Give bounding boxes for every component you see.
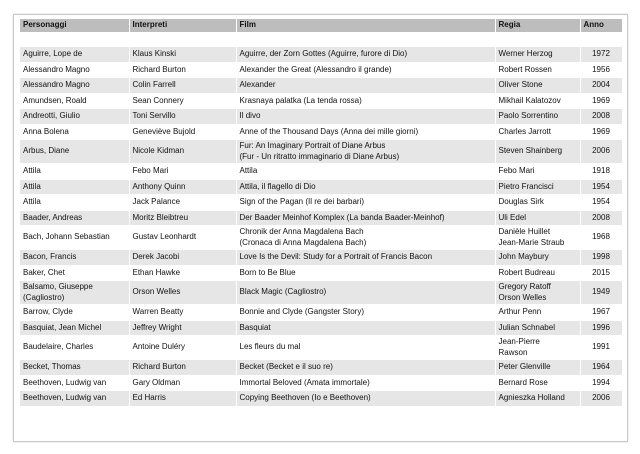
cell-personaggio-line: Becket, Thomas [23, 362, 81, 371]
cell-regia [495, 265, 580, 281]
cell-anno: 2004 [580, 78, 622, 94]
cell-film-line: Der Baader Meinhof Komplex (La banda Baader-Meinhof) [239, 212, 445, 222]
cell-personaggio-line: Alessandro Magno [23, 80, 90, 89]
table-row [20, 179, 622, 195]
cell-regia [495, 124, 580, 140]
cell-interprete-line: Richard Burton [132, 362, 186, 371]
cell-personaggio [20, 140, 129, 164]
cell-film-line: Les fleurs du mal [239, 342, 301, 352]
cell-regia [495, 109, 580, 125]
cell-regia-line: Febo Mari [498, 166, 535, 175]
cell-film-line: Black Magic (Cagliostro) [239, 287, 327, 297]
cell-interprete-line: Jack Palance [132, 197, 181, 206]
cell-personaggio-line: Basquiat, Jean Michel [23, 322, 102, 332]
cell-film-line: Love Is the Devil: Study for a Portrait of Francis Bacon [239, 252, 433, 261]
cell-regia [495, 93, 580, 109]
cell-interprete-line: Moritz Bleibtreu [132, 212, 189, 222]
cell-anno: 2006 [580, 391, 622, 407]
table-row [20, 336, 622, 360]
cell-film-line: Alexander the Great (Alessandro il grande) [239, 64, 392, 74]
cell-film [236, 336, 495, 360]
cell-anno: 2008 [580, 109, 622, 125]
cell-regia [495, 210, 580, 226]
cell-regia [495, 164, 580, 180]
cell-interprete [129, 109, 236, 125]
cell-film [236, 226, 495, 250]
cell-regia-line: Robert Budreau [498, 267, 555, 277]
cell-film-line: Becket (Becket e il suo re) [239, 362, 333, 371]
cell-film-line: (Cronaca di Anna Magdalena Bach) [239, 237, 367, 247]
cell-interprete [129, 62, 236, 78]
cell-film [236, 360, 495, 376]
cell-regia [495, 226, 580, 250]
cell-personaggio [20, 179, 129, 195]
cell-interprete-line: Sean Connery [132, 95, 184, 105]
cell-interprete [129, 226, 236, 250]
cell-personaggio-line: Barrow, Clyde [23, 307, 73, 316]
cell-film [236, 62, 495, 78]
cell-anno: 1969 [580, 124, 622, 140]
cell-personaggio [20, 62, 129, 78]
cell-personaggio [20, 391, 129, 407]
cell-personaggio [20, 336, 129, 360]
cell-film [236, 140, 495, 164]
cell-regia-line: Steven Shainberg [498, 146, 563, 156]
cell-interprete-line: Jeffrey Wright [132, 322, 182, 332]
cell-interprete [129, 179, 236, 195]
cell-film-line: Copying Beethoven (Io e Beethoven) [239, 393, 371, 402]
cell-interprete [129, 195, 236, 211]
cell-regia-line: Agnieszka Holland [498, 393, 565, 402]
cell-anno: 1972 [580, 47, 622, 63]
cell-interprete-line: Febo Mari [132, 166, 169, 175]
cell-interprete-line: Anthony Quinn [132, 181, 186, 191]
table-row [20, 265, 622, 281]
cell-anno: 1954 [580, 179, 622, 195]
cell-regia-line: Douglas Sirk [498, 197, 544, 206]
cell-film-line: Basquiat [239, 322, 271, 332]
cell-personaggio-line: Attila [23, 166, 41, 175]
cell-personaggio [20, 265, 129, 281]
cell-interprete [129, 391, 236, 407]
cell-film-line: Sign of the Pagan (Il re dei barbari) [239, 197, 365, 206]
header-anno: Anno [580, 19, 622, 33]
cell-interprete-line: Warren Beatty [132, 307, 184, 316]
cell-regia [495, 336, 580, 360]
cell-regia [495, 391, 580, 407]
films-table [20, 19, 623, 407]
cell-interprete-line: Ethan Hawke [132, 267, 181, 277]
cell-regia [495, 320, 580, 336]
cell-regia-line: Oliver Stone [498, 80, 543, 89]
cell-personaggio-line: Andreotti, Giulio [23, 111, 80, 120]
cell-film [236, 78, 495, 94]
cell-interprete [129, 375, 236, 391]
cell-regia-line: Peter Glenville [498, 362, 551, 371]
cell-personaggio-line: Anna Bolena [23, 126, 69, 136]
cell-personaggio-line: Balsamo, Giuseppe [23, 282, 93, 291]
table-body [20, 33, 622, 407]
cell-anno: 1949 [580, 281, 622, 305]
cell-film [236, 109, 495, 125]
cell-film-line: (Fur - Un ritratto immaginario di Diane Arbus) [239, 151, 400, 161]
cell-film-line: Immortal Beloved (Amata immortale) [239, 377, 370, 387]
cell-personaggio [20, 195, 129, 211]
cell-personaggio [20, 93, 129, 109]
cell-regia [495, 62, 580, 78]
cell-personaggio [20, 305, 129, 321]
cell-film-line: Alexander [239, 80, 276, 89]
cell-personaggio [20, 210, 129, 226]
table-row [20, 360, 622, 376]
cell-personaggio-line: Amundsen, Roald [23, 95, 87, 105]
cell-film [236, 320, 495, 336]
cell-personaggio [20, 164, 129, 180]
cell-film [236, 164, 495, 180]
cell-interprete-line: Antoine Duléry [132, 342, 185, 352]
cell-interprete-line: Klaus Kinski [132, 49, 177, 58]
cell-personaggio [20, 375, 129, 391]
table-row [20, 124, 622, 140]
cell-regia-line: John Maybury [498, 252, 549, 261]
cell-anno: 1991 [580, 336, 622, 360]
table-row [20, 140, 622, 164]
cell-anno: 1996 [580, 320, 622, 336]
cell-interprete-line: Richard Burton [132, 64, 186, 74]
cell-regia-line: Mikhail Kalatozov [498, 95, 561, 105]
cell-film [236, 47, 495, 63]
cell-personaggio-line: Baker, Chet [23, 267, 65, 277]
cell-film-line: Attila [239, 166, 258, 175]
cell-film-line: Bonnie and Clyde (Gangster Story) [239, 307, 365, 316]
cell-interprete [129, 265, 236, 281]
cell-regia-line: Jean-Marie Straub [498, 237, 565, 247]
cell-interprete-line: Colin Farrell [132, 80, 176, 89]
cell-interprete-line: Toni Servillo [132, 111, 176, 120]
cell-interprete [129, 320, 236, 336]
cell-personaggio [20, 124, 129, 140]
cell-regia-line: Uli Edel [498, 212, 527, 222]
cell-interprete [129, 78, 236, 94]
cell-anno: 1956 [580, 62, 622, 78]
cell-interprete [129, 360, 236, 376]
cell-film [236, 93, 495, 109]
cell-personaggio [20, 47, 129, 63]
table-row [20, 375, 622, 391]
cell-interprete-line: Derek Jacobi [132, 252, 180, 261]
cell-personaggio-line: Beethoven, Ludwig van [23, 377, 107, 387]
cell-anno: 1968 [580, 226, 622, 250]
cell-anno: 1964 [580, 360, 622, 376]
cell-film-line: Aguirre, der Zorn Gottes (Aguirre, furore di Dio) [239, 49, 408, 58]
cell-personaggio [20, 109, 129, 125]
cell-film-line: Born to Be Blue [239, 267, 296, 277]
cell-regia-line: Werner Herzog [498, 49, 553, 58]
cell-film [236, 195, 495, 211]
cell-film-line: Fur: An Imaginary Portrait of Diane Arbus [239, 141, 386, 150]
cell-anno: 2006 [580, 140, 622, 164]
cell-regia-line: Charles Jarrott [498, 126, 551, 136]
cell-interprete [129, 336, 236, 360]
cell-personaggio-line: Baader, Andreas [23, 212, 83, 222]
cell-interprete [129, 305, 236, 321]
cell-regia-line: Julian Schnabel [498, 322, 555, 332]
document-page [13, 14, 628, 442]
cell-personaggio-line: Arbus, Diane [23, 146, 70, 156]
cell-anno: 2008 [580, 210, 622, 226]
cell-personaggio-line: Beethoven, Ludwig van [23, 393, 107, 402]
table-row [20, 78, 622, 94]
cell-anno: 1918 [580, 164, 622, 180]
table-row [20, 210, 622, 226]
cell-interprete [129, 210, 236, 226]
cell-personaggio [20, 281, 129, 305]
table-row [20, 250, 622, 266]
cell-personaggio-line: (Cagliostro) [23, 292, 65, 302]
cell-film [236, 391, 495, 407]
cell-interprete-line: Gustav Leonhardt [132, 232, 197, 242]
cell-anno: 2015 [580, 265, 622, 281]
cell-regia-line: Danièle Huillet [498, 227, 551, 236]
header-interpreti: Interpreti [129, 19, 236, 33]
cell-film [236, 281, 495, 305]
cell-regia [495, 305, 580, 321]
cell-regia [495, 195, 580, 211]
cell-regia-line: Gregory Ratoff [498, 282, 551, 291]
cell-personaggio-line: Alessandro Magno [23, 64, 90, 74]
cell-regia [495, 47, 580, 63]
cell-personaggio-line: Aguirre, Lope de [23, 49, 83, 58]
cell-interprete [129, 124, 236, 140]
cell-interprete [129, 47, 236, 63]
table-row [20, 281, 622, 305]
cell-film [236, 305, 495, 321]
cell-regia [495, 375, 580, 391]
spacer-row [20, 33, 622, 47]
table-row [20, 62, 622, 78]
cell-personaggio-line: Baudelaire, Charles [23, 342, 94, 352]
cell-regia-line: Jean-Pierre [498, 337, 540, 346]
cell-film-line: Krasnaya palatka (La tenda rossa) [239, 95, 362, 105]
cell-regia [495, 179, 580, 195]
cell-personaggio [20, 360, 129, 376]
cell-personaggio-line: Attila [23, 197, 41, 206]
cell-interprete [129, 140, 236, 164]
cell-regia-line: Arthur Penn [498, 307, 542, 316]
table-row [20, 226, 622, 250]
table-row [20, 109, 622, 125]
cell-personaggio [20, 78, 129, 94]
cell-regia [495, 250, 580, 266]
cell-personaggio [20, 320, 129, 336]
cell-regia-line: Robert Rossen [498, 64, 552, 74]
table-row [20, 93, 622, 109]
table-row [20, 320, 622, 336]
cell-film [236, 210, 495, 226]
cell-personaggio-line: Bach, Johann Sebastian [23, 232, 110, 242]
cell-anno: 1994 [580, 375, 622, 391]
cell-interprete [129, 93, 236, 109]
header-personaggi: Personaggi [20, 19, 129, 33]
cell-personaggio-line: Attila [23, 181, 41, 191]
table-row [20, 47, 622, 63]
header-film: Film [236, 19, 495, 33]
cell-regia [495, 140, 580, 164]
cell-regia-line: Pietro Francisci [498, 181, 554, 191]
cell-film-line: Anne of the Thousand Days (Anna dei mille giorni) [239, 126, 419, 136]
cell-regia-line: Rawson [498, 347, 528, 357]
cell-regia [495, 281, 580, 305]
cell-film-line: Attila, il flagello di Dio [239, 181, 316, 191]
cell-anno: 1954 [580, 195, 622, 211]
table-header [20, 19, 622, 33]
cell-anno: 1967 [580, 305, 622, 321]
cell-personaggio [20, 226, 129, 250]
cell-film-line: Chronik der Anna Magdalena Bach [239, 227, 364, 236]
cell-film [236, 124, 495, 140]
cell-interprete-line: Ed Harris [132, 393, 166, 402]
cell-regia-line: Paolo Sorrentino [498, 111, 559, 120]
cell-personaggio-line: Bacon, Francis [23, 252, 77, 261]
cell-interprete-line: Geneviève Bujold [132, 126, 196, 136]
table-row [20, 164, 622, 180]
table-row [20, 195, 622, 211]
cell-regia-line: Bernard Rose [498, 377, 548, 387]
cell-anno: 1998 [580, 250, 622, 266]
cell-film-line: Il divo [239, 111, 261, 120]
cell-interprete [129, 250, 236, 266]
cell-interprete-line: Nicole Kidman [132, 146, 185, 156]
cell-anno: 1969 [580, 93, 622, 109]
cell-regia [495, 78, 580, 94]
cell-interprete-line: Gary Oldman [132, 377, 181, 387]
header-regia: Regia [495, 19, 580, 33]
cell-interprete [129, 164, 236, 180]
cell-personaggio [20, 250, 129, 266]
cell-regia [495, 360, 580, 376]
table-row [20, 305, 622, 321]
cell-film [236, 375, 495, 391]
cell-film [236, 265, 495, 281]
cell-interprete [129, 281, 236, 305]
cell-interprete-line: Orson Welles [132, 287, 181, 297]
cell-film [236, 250, 495, 266]
cell-regia-line: Orson Welles [498, 292, 547, 302]
cell-film [236, 179, 495, 195]
table-row [20, 391, 622, 407]
